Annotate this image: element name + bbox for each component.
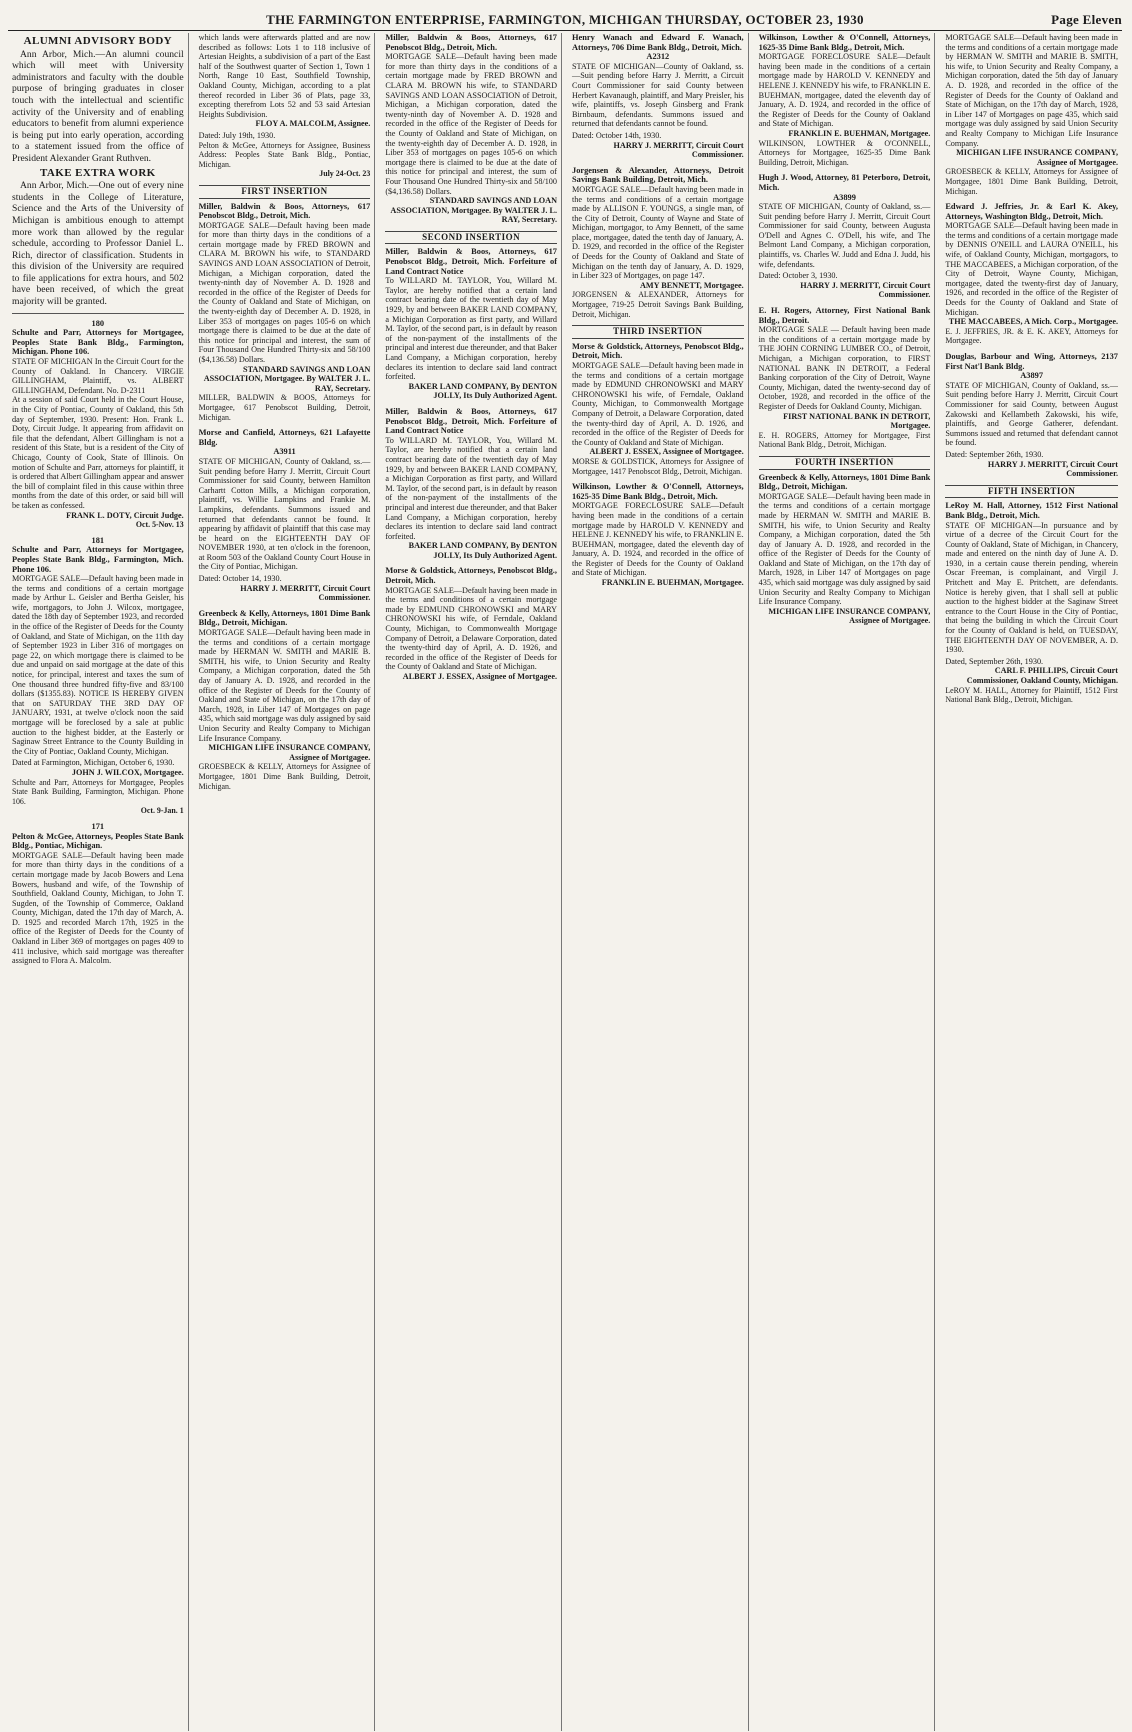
legal-notice (572, 166, 744, 320)
legal-notice (945, 202, 1118, 346)
notice-date: Dated at Farmington, Michigan, October 6, 1930. (12, 758, 175, 768)
notice-signature: FRANKLIN E. BUEHMAN, Mortgagee. (788, 128, 931, 138)
notice-signature: ALBERT J. ESSEX, Assignee of Mortgagee. (589, 447, 744, 457)
notice-attorneys: Henry Wanach and Edward F. Wanach, Attorneys, 706 Dime Bank Bldg., Detroit, Mich. (572, 33, 744, 52)
notice-text: STATE OF MICHIGAN, County of Oakland, ss.—Suit pending before Harry J. Merritt, Circuit Court Commissioner for said County, between Augusta O'Dell and Agnes C. O'Dell, his wife, and The Belmont Land Company, a Michigan corporation, plaintiffs, vs. Charles W. Judd and Edna J. Judd, his wife, defendants. (758, 202, 931, 269)
notice-text: MORTGAGE SALE—Default having been made in the terms and conditions of a certain mortgage made by Arthur L. Geisler and Bertha Geisler, his wife, mortgagors, to John J. Wilcox, mortgagee, dated the 18th day of September 1923, and recorded in the office of the Register of Deeds for the County of Oakland, and State of Michigan, on the 11th day of September 1923 in Liber 316 of mortgages on page 22, on which mortgage there is claimed to be due and unpaid on said mortgage at the date of this notice, for principal, interest and taxes the sum of One thousand three hundred fifty-five and 83/100 dollars ($1355.83). NOTICE IS HEREBY GIVEN that on SATURDAY THE 3RD DAY OF JANUARY, 1931, at twelve o'clock noon the said mortgage will be foreclosed by a sale at public auction to the highest bidder, at the Easterly or Saginaw Street Entrance to the County Building in the City of Pontiac, Oakland County, Michigan. (12, 574, 184, 756)
notice-attorneys: Miller, Baldwin & Boos, Attorneys, 617 Penobscot Bldg., Detroit, Mich. Forfeiture of Land Contract Notice (385, 406, 557, 436)
notice-attorneys: E. H. Rogers, Attorney, First National Bank Bldg., Detroit. (758, 306, 931, 325)
notice-attorneys-footer: WILKINSON, LOWTHER & O'CONNELL, Attorneys for Mortgagee, 1625-35 Dime Bank Building, Detroit, Michigan. (758, 138, 931, 167)
legal-notice (385, 407, 557, 561)
legal-notice (759, 306, 931, 450)
notice-attorneys: Miller, Baldwin & Boos, Attorneys, 617 Penobscot Bldg., Detroit, Mich. (385, 33, 557, 52)
notice-number: A3899 (833, 192, 856, 202)
notice-text: MORTGAGE SALE—Default having been made in the terms and conditions of a certain mortgage made by EDMUND CHRONOWSKI and MARY CHRONOWSKI his wife, of Ferndale, Oakland County, Michigan, to Commonwealth Mortgage Company of Detroit, a Delaware Corporation, dated the twenty-third day of April, A. D. 1926, and recorded in the office of the Register of Deeds for the County of Oakland and State of Michigan. (572, 361, 744, 447)
notice-signature: BAKER LAND COMPANY, By DENTON JOLLY, Its Duly Authorized Agent. (408, 541, 557, 560)
notice-date: Dated: October 3, 1930. (758, 271, 838, 281)
section-heading: SECOND INSERTION (385, 231, 557, 245)
column-1 (8, 33, 189, 1731)
legal-notice (12, 319, 184, 530)
notice-text: To WILLARD M. TAYLOR, You, Willard M. Taylor, are hereby notified that a certain land contract bearing date of the twentieth day of May 1929, by and between BAKER LAND COMPANY, a Michigan Corporation as first party, and Willard M. Taylor, of the second part, is in default by reason of the non-payment of the installments of the principal and interest due thereunder, and that Baker Land Company, a Michigan corporation, hereby declares its intention to declare said land contract forfeited. (385, 276, 557, 382)
notice-signature: AMY BENNETT, Mortgagee. (639, 280, 744, 290)
notice-text: STATE OF MICHIGAN—County of Oakland, ss.—Suit pending before Harry J. Merritt, a Circuit Court Commissioner for said County between Herbert Kavanaugh, plaintiff, and Mary Preisler, his wife, plaintiffs, vs. Joseph Ginsberg and Frank Birnbaum, defendants. Summons issued and returned that defendants cannot be found. (572, 61, 744, 129)
notice-attorneys-footer: E. J. JEFFRIES, JR. & E. K. AKEY, Attorneys for Mortgagee. (945, 326, 1118, 346)
notice-signature: ALBERT J. ESSEX, Assignee of Mortgagee. (402, 672, 557, 681)
notice-run-dates: Oct. 9-Jan. 1 (140, 806, 184, 816)
notice-attorneys: Wilkinson, Lowther & O'Connell, Attorneys, 1625-35 Dime Bank Bldg., Detroit, Mich. (572, 482, 744, 501)
notice-signature: THE MACCABEES, A Mich. Corp., Mortgagee. (948, 317, 1118, 327)
masthead-title: THE FARMINGTON ENTERPRISE, FARMINGTON, MICHIGAN THURSDAY, OCTOBER 23, 1930 (266, 12, 864, 27)
notice-attorneys: Wilkinson, Lowther & O'Connell, Attorneys, 1625-35 Dime Bank Bldg., Detroit, Mich. (758, 33, 931, 52)
notice-attorneys: Jorgensen & Alexander, Attorneys, Detroit Savings Bank Building, Detroit, Mich. (572, 165, 744, 185)
masthead (8, 6, 1122, 31)
notice-attorneys-footer: E. H. ROGERS, Attorney for Mortgagee, First National Bank Bldg., Detroit, Michigan. (758, 430, 931, 450)
notice-text: MORTGAGE FORECLOSURE SALE—Default having been made in the conditions of a certain mortgage made by HAROLD V. KENNEDY and HELENE J. KENNEDY his wife, to FRANKLIN E. BUEHMAN, mortgagee, dated the eleventh day of January, A. D. 1924, and recorded in the office of the Register of Deeds for the County of Oakland and State of Michigan. (758, 52, 931, 129)
notice-text: MORTGAGE SALE—Default having been made in the terms and conditions of a certain mortgage made by EDMUND CHRONOWSKI and MARY CHRONOWSKI his wife, of Ferndale, Oakland County, Michigan, to Commonwealth Mortgage Company of Detroit, a Delaware Corporation, dated the twenty-third day of April, A. D. 1926, and recorded in the office of the Register of Deeds for the County of Oakland and State of Michigan. (385, 585, 557, 672)
notice-attorneys: Douglas, Barbour and Wing, Attorneys, 2137 First Nat'l Bank Bldg. (945, 352, 1118, 371)
notice-attorneys-footer: JORGENSEN & ALEXANDER, Attorneys for Mortgagee, 719-25 Detroit Savings Bank Building, Detroit, Michigan. (572, 290, 744, 319)
notice-signature: FLOY A. MALCOLM, Assignee. (255, 119, 371, 129)
legal-notice (199, 33, 371, 179)
section-heading: FIRST INSERTION (199, 185, 371, 199)
page-number: Page Eleven (1051, 12, 1122, 27)
columns (8, 33, 1122, 1731)
notice-attorneys-footer: Pelton & McGee, Attorneys for Assignee, Business Address: Peoples State Bank Bldg., Pontiac, Michigan. (198, 140, 371, 169)
notice-number: 180 (91, 318, 105, 328)
notice-attorneys: Greenbeck & Kelly, Attorneys, 1801 Dime Bank Bldg., Detroit, Michigan. (758, 472, 931, 492)
article-body: Ann Arbor, Mich.—An alumni council which will meet with University administrators and faculty with the double purpose of bringing graduates in closer touch with the intellectual and scientific activity of the University and of enabling educators to benefit from alumni experience is being put into early operation, according to a statement issued from the office of President Alexander Grant Ruthven. (12, 48, 184, 164)
legal-notice (199, 202, 371, 423)
notice-text: MORTGAGE SALE—Default having been made for more than thirty days in the conditions of a certain mortgage made by Jacob Bowers and Lena Bowers, husband and wife, of the Township of Southfield, Oakland County, Michigan, to John T. Sugden, of the Township of Commerce, Oakland County, Michigan, dated the 17th day of March, A. D. 1925 and recorded March 17th, 1925 in the office of the Register of Deeds for the County of Oakland in Liber 369 of mortgages on pages 409 to 411 inclusive, which said mortgage was thereafter assigned to Flora A. Malcolm. (12, 850, 184, 966)
notice-text: MORTGAGE SALE—Default having been made in the terms and conditions of a certain mortgage made by HERMAN W. SMITH and MARIE B. SMITH, his wife, to Union Security and Realty Company, a Michigan corporation, dated the 5th day of January A. D. 1928, and recorded in the office of the Register of Deeds for the County of Oakland and State of Michigan, on the 17th day of March, 1928, in Liber 147 of Mortgages on page 435, which said mortgage was duly assigned by said Union Security and Realty Company to Michigan Life Insurance Company. (198, 628, 371, 743)
notice-attorneys-footer: Schulte and Parr, Attorneys for Mortgagee, Peoples State Bank Building, Farmington, Michigan. Phone 106. (12, 777, 184, 806)
notice-number: 181 (91, 535, 105, 545)
notice-signature: FRANK L. DOTY, Circuit Judge. (66, 510, 184, 520)
column-2 (195, 33, 376, 1731)
notice-attorneys: LeRoy M. Hall, Attorney, 1512 First National Bank Bldg., Detroit, Mich. (945, 501, 1118, 520)
legal-notice (945, 501, 1118, 704)
notice-attorneys-footer: MILLER, BALDWIN & BOOS, Attorneys for Mortgagee, 617 Penobscot Building, Detroit, Michigan. (198, 393, 371, 422)
notice-signature: STANDARD SAVINGS AND LOAN ASSOCIATION, Mortgagee. By WALTER J. L. RAY, Secretary. (390, 196, 557, 225)
notice-text: MORTGAGE SALE — Default having been made in the conditions of a certain mortgage made by THE JOHN CORNING LUMBER CO., of Detroit, Michigan, a Michigan corporation, to FIRST NATIONAL BANK IN DETROIT, a Federal Banking corporation of the City of Detroit, Wayne County, Michigan, dated the twenty-second day of October, 1928, and recorded in the office of the Register of Deeds for Oakland County, Michigan. (758, 325, 931, 411)
legal-notice (759, 173, 931, 300)
notice-attorneys-footer: MORSE & GOLDSTICK, Attorneys for Assignee of Mortgagee, 1417 Penobscot Bldg., Detroit, Michigan. (572, 456, 744, 476)
column-6 (941, 33, 1122, 1731)
notice-run-dates: Oct. 5-Nov. 13 (135, 520, 184, 530)
notice-text: MORTGAGE SALE—Default having been made for more than thirty days in the conditions of a certain mortgage made by FRED BROWN and CLARA M. BROWN his wife, to STANDARD SAVINGS AND LOAN ASSOCIATION of Detroit, Michigan, a Michigan corporation, dated the twenty-ninth day of November A. D. 1928 and recorded in the office of the Register of Deeds for the County of Oakland and State of Michigan, on the twenty-eighth day of December A. D. 1928, in Liber 353 of mortgages on pages 105-6 on which mortgage there is claimed to be due at the date of this notice for principal and interest, the sum of Four Thousand One Hundred Thirty-six and 58/100 ($4,136.58) Dollars. (198, 220, 371, 364)
section-heading: FIFTH INSERTION (945, 485, 1118, 499)
legal-notice (572, 482, 744, 588)
notice-attorneys: Miller, Baldwin & Boos, Attorneys, 617 Penobscot Bldg., Detroit, Mich. (198, 201, 371, 221)
notice-number: 171 (91, 821, 105, 831)
legal-notice (385, 247, 557, 401)
column-3 (381, 33, 562, 1731)
legal-notice (759, 33, 931, 167)
notice-date: Dated: October 14th, 1930. (572, 130, 662, 140)
notice-signature: JOHN J. WILCOX, Mortgagee. (71, 767, 184, 777)
notice-text: STATE OF MICHIGAN, County of Oakland, ss.—Suit pending before Harry J. Merritt, Circuit Court Commissioner for said County, between August Zakowski and Kellambeth Zakowski, his wife, plaintiffs, and George Gatherer, defendant. Summons issued and returned that defendant cannot be found. (945, 380, 1118, 448)
notice-signature: CARL F. PHILLIPS, Circuit Court Commissioner, Oakland County, Michigan. (966, 666, 1118, 685)
notice-signature: FRANKLIN E. BUEHMAN, Mortgagee. (601, 578, 744, 588)
legal-notice (945, 33, 1118, 196)
notice-signature: HARRY J. MERRITT, Circuit Court Commissioner. (613, 140, 744, 160)
notice-signature: FIRST NATIONAL BANK IN DETROIT, Mortgagee. (783, 411, 931, 431)
notice-text: STATE OF MICHIGAN, County of Oakland, ss.—Suit pending before Harry J. Merritt, Circuit Court Commissioner for said County, between Hamilton Carhartt Cotton Mills, a Michigan corporation, plaintiff, vs. Willie Lampkins and Frankie M. Lampkins, defendants. Summons issued and returned that defendants cannot be found. It appearing by affidavit of plaintiff that this case may be heard on the EIGHTEENTH DAY OF NOVEMBER 1930, at ten o'clock in the forenoon, at Room 503 of the Oakland County Court House in the City of Pontiac, Michigan. (198, 456, 371, 572)
notice-text: To WILLARD M. TAYLOR, You, Willard M. Taylor, are hereby notified that a certain land contract bearing date of the twentieth day of May 1929, by and between BAKER LAND COMPANY, a Michigan Corporation as first party, and Willard M. Taylor, of the second part, is in default by reason of the non-payment of the installments of the principal and interest due thereunder, and that Baker Land Company, a Michigan corporation, hereby declares its intention to declare said land contract forfeited. (385, 435, 557, 541)
notice-attorneys: Schulte and Parr, Attorneys for Mortgagee, Peoples State Bank Bldg., Farmington, Mich. Phone 106. (12, 545, 184, 574)
legal-notice (199, 428, 371, 603)
notice-signature: HARRY J. MERRITT, Circuit Court Commissioner. (987, 459, 1118, 479)
notice-signature: HARRY J. MERRITT, Circuit Court Commissioner. (240, 583, 371, 603)
notice-attorneys: Hugh J. Wood, Attorney, 81 Peterboro, Detroit, Mich. (758, 173, 931, 192)
notice-text: which lands were afterwards platted and are now described as follows: Lots 1 to 118 inclusive of Artesian Heights, a subdivision of a part of the East half of the Southwest quarter of Section 1, Town 1 North, Range 10 East, Southfield Township, Oakland County, Michigan, according to a plat thereof recorded in Liber 36 of Plats, page 33, excepting therefrom Lots 52 and 53 said Artesian Heights Subdivision. (198, 33, 371, 119)
notice-attorneys: Pelton & McGee, Attorneys, Peoples State Bank Bldg., Pontiac, Michigan. (12, 831, 184, 851)
notice-attorneys: Greenbeck & Kelly, Attorneys, 1801 Dime Bank Bldg., Detroit, Michigan. (198, 608, 371, 628)
notice-signature: HARRY J. MERRITT, Circuit Court Commissioner. (800, 280, 931, 300)
notice-text: MORTGAGE SALE—Default having been made in the terms and conditions of a certain mortgage made by ALLISON F. YOUNGS, a single man, of the City of Detroit, County of Wayne and State of Michigan, mortgagor, to Amy Bennett, of the same place, mortgagee, dated the tenth day of January, A. D. 1929, and recorded in the office of the Register of Deeds for the County of Oakland and State of Michigan on the tenth day of January, A. D. 1929, in Liber 323 of Mortgages, on page 147. (572, 184, 744, 281)
legal-notice (385, 566, 557, 681)
notice-court: STATE OF MICHIGAN In the Circuit Court for the County of Oakland. In Chancery. VIRGIE GILLINGHAM, Plaintiff, vs. ALBERT GILLINGHAM, Defendant. No. D-2311 (12, 357, 184, 395)
article-headline: ALUMNI ADVISORY BODY (23, 35, 173, 47)
notice-attorneys: Schulte and Parr, Attorneys for Mortgagee, Peoples State Bank Bldg., Farmington, Michigan. Phone 106. (12, 328, 184, 357)
section-heading: FOURTH INSERTION (759, 456, 931, 470)
legal-notice (385, 33, 557, 225)
notice-date: Dated: October 14, 1930. (198, 574, 282, 584)
notice-attorneys-footer: GROESBECK & KELLY, Attorneys for Assignee of Mortgagee, 1801 Dime Bank Building, Detroit, Michigan. (945, 167, 1118, 196)
notice-attorneys: Morse & Goldstick, Attorneys, Penobscot Bldg., Detroit, Mich. (572, 341, 744, 361)
notice-signature: MICHIGAN LIFE INSURANCE COMPANY, Assignee of Mortgagee. (208, 743, 371, 762)
notice-attorneys-footer: GROESBECK & KELLY, Attorneys for Assignee of Mortgagee, 1801 Dime Bank Building, Detroit, Michigan. (198, 762, 371, 791)
notice-attorneys: Morse & Goldstick, Attorneys, Penobscot Bldg., Detroit, Mich. (385, 566, 557, 586)
notice-attorneys: Miller, Baldwin & Boos, Attorneys, 617 Penobscot Bldg., Detroit, Mich. Forfeiture of Land Contract Notice (385, 247, 557, 276)
notice-signature: MICHIGAN LIFE INSURANCE COMPANY, Assignee of Mortgagee. (956, 148, 1118, 167)
column-5 (755, 33, 936, 1731)
legal-notice (199, 609, 371, 791)
notice-text: MORTGAGE SALE—Default having been made in the terms and conditions of a certain mortgage made by DENNIS O'NEILL and LAURA O'NEILL, his wife, of Oakland County, Michigan, mortgagors, to THE MACCABEES, a Michigan corporation, of the City of Detroit, Wayne County, Michigan, mortgagee, dated the twenty-first day of January, 1926, and recorded in the office of the Register of Deeds for the County of Oakland and State of Michigan. (945, 221, 1118, 317)
column-4 (568, 33, 749, 1731)
notice-number: A2312 (646, 52, 670, 62)
notice-text: At a session of said Court held in the Court House, in the City of Pontiac, County of Oakland, this 5th day of September, 1930. Present: Hon. Frank L. Doty, Circuit Judge. It appearing from affidavit on file that the defendant, Albert Gillingham is not a resident of this State, but is a resident of the City of Chicago, County of Cook, State of Illinois. On motion of Schulte and Parr, attorneys for plaintiff, it is ordered that Albert Gillingham appear and answer the bill of complaint filed in this cause within three months from the date of this order, or said bill will be taken as confessed. (12, 395, 184, 510)
notice-signature: MICHIGAN LIFE INSURANCE COMPANY, Assignee of Mortgagee. (768, 606, 931, 626)
notice-signature: STANDARD SAVINGS AND LOAN ASSOCIATION, Mortgagee. By WALTER J. L. RAY, Secretary. (203, 364, 371, 393)
notice-text: STATE OF MICHIGAN—In pursuance and by virtue of a decree of the Circuit Court for the County of Oakland, State of Michigan, in Chancery, made and entered on the ninth day of June A. D. 1930, in a certain cause therein pending, wherein Oscar Freeman, is complainant, and Virgil J. Pritchett and May E. Pritchett, are defendants. Notice is hereby given, that I shall sell at public auction to the highest bidder at the Saginaw Street entrance to the Court House in the City of Pontiac, that being the building in which the Circuit Court for the County of Oakland is held, on TUESDAY, THE EIGHTEENTH DAY OF NOVEMBER, A. D. 1930. (945, 520, 1118, 655)
notice-number: A3911 (273, 447, 296, 457)
notice-text: MORTGAGE SALE—Default having been made for more than thirty days in the conditions of a certain mortgage made by FRED BROWN and CLARA M. BROWN his wife, to STANDARD SAVINGS AND LOAN ASSOCIATION of Detroit, Michigan, a Michigan corporation, dated the twenty-ninth day of November A. D. 1928 and recorded in the office of the Register of Deeds for the County of Oakland and State of Michigan, on the twenty-eighth day of December A. D. 1928, in Liber 353 of mortgages on pages 105-6 on which mortgage there is claimed to be due at the date of this notice for principal and interest, the sum of Four Thousand One Hundred Thirty-six and 58/100 ($4,136.58) Dollars. (385, 52, 557, 196)
legal-notice (759, 473, 931, 627)
legal-notice (945, 352, 1118, 479)
notice-attorneys: Morse and Canfield, Attorneys, 621 Lafayette Bldg. (198, 428, 371, 447)
notice-attorneys: Edward J. Jeffries, Jr. & Earl K. Akey, Attorneys, Washington Bldg., Detroit, Mich. (945, 202, 1118, 221)
notice-text: MORTGAGE SALE—Default having been made in the terms and conditions of a certain mortgage made by HERMAN W. SMITH and MARIE B. SMITH, his wife, to Union Security and Realty Company, a Michigan corporation, dated the 5th day of January A. D. 1928, and recorded in the office of the Register of Deeds for the County of Oakland and State of Michigan, on the 17th day of March, 1928, in Liber 147 of Mortgages on page 435, which said mortgage was duly assigned by said Union Security and Realty Company to Michigan Life Insurance Company. (945, 33, 1118, 148)
divider (12, 313, 184, 314)
notice-date: Dated: July 19th, 1930. (198, 130, 276, 140)
notice-date: Dated: September 26th, 1930. (945, 449, 1044, 459)
notice-run-dates: July 24-Oct. 23 (319, 169, 371, 179)
section-heading: THIRD INSERTION (572, 325, 744, 339)
legal-notice (12, 536, 184, 816)
legal-notice (572, 342, 744, 476)
notice-text: MORTGAGE SALE—Default having been made in the terms and conditions of a certain mortgage made by HERMAN W. SMITH and MARIE B. SMITH, his wife, to Union Security and Realty Company, a Michigan corporation, dated the 5th day of January A. D. 1928, and recorded in the office of the Register of Deeds for the County of Oakland and State of Michigan, on the 17th day of March, 1928, in Liber 147 of Mortgages on page 435, which said mortgage was duly assigned by said Union Security and Realty Company to Michigan Life Insurance Company. (758, 491, 931, 607)
article-body: Ann Arbor, Mich.—One out of every nine students in the College of Literature, Science and the Arts of the University of Michigan is ambitious enough to attempt more work than allowed by the regular schedule, according to Professor Daniel L. Rich, director of classification. Students in this division of the University are required to file applications for extra hours, and 502 have been received, of which the great majority will be granted. (12, 180, 184, 308)
legal-notice (572, 33, 744, 160)
notice-number: A3897 (1020, 371, 1044, 381)
legal-notice (12, 822, 184, 966)
notice-signature: BAKER LAND COMPANY, By DENTON JOLLY, Its Duly Authorized Agent. (408, 381, 557, 401)
notice-attorneys-footer: LeROY M. HALL, Attorney for Plaintiff, 1512 First National Bank Bldg., Detroit, Michigan. (945, 685, 1118, 705)
notice-text: MORTGAGE FORECLOSURE SALE—Default having been made in the conditions of a certain mortgage made by HAROLD V. KENNEDY and HELENE J. KENNEDY his wife, to FRANKLIN E. BUEHMAN, mortgagee, dated the eleventh day of January, A. D. 1924, and recorded in the office of the Register of Deeds for the County of Oakland and State of Michigan. (572, 501, 744, 578)
article-headline: TAKE EXTRA WORK (40, 166, 156, 179)
notice-date: Dated, September 26th, 1930. (945, 656, 1044, 666)
